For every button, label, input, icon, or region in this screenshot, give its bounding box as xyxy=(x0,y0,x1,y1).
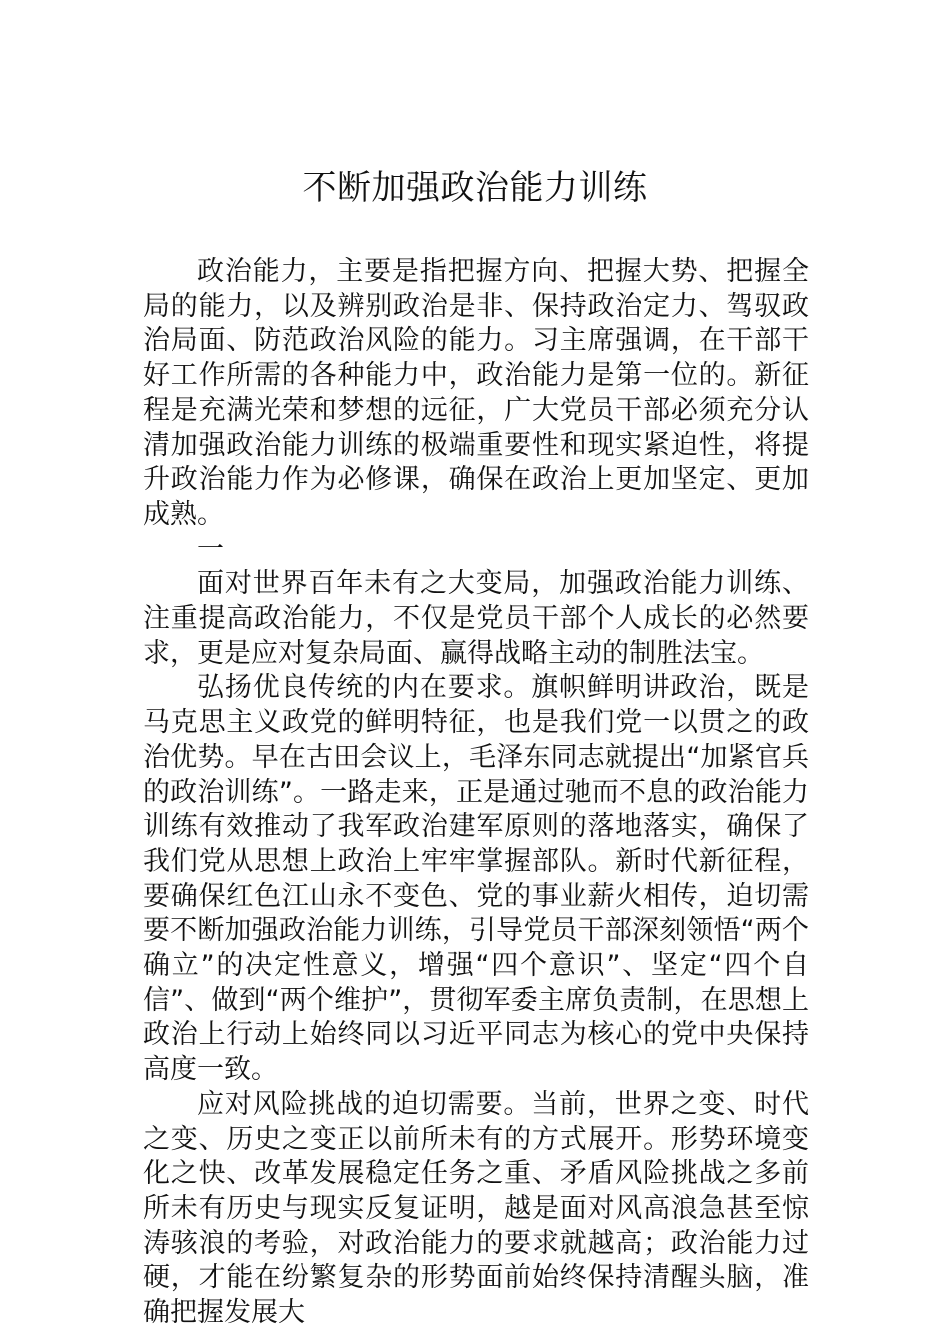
document-body xyxy=(143,255,809,1331)
section-number: 一 xyxy=(197,533,224,565)
document-title: 不断加强政治能力训练 xyxy=(302,168,648,208)
paragraph-tradition: 弘扬优良传统的内在要求。旗帜鲜明讲政治，既是马克思主义政党的鲜明特征，也是我们党一以贯之的政治优势。早在古田会议上，毛泽东同志就提出“加紧官兵的政治训练”。一路走来，正是通过驰而不息的政治能力训练有效推动了我军政治建军原则的落地落实，确保了我们党从思想上政治上牢牢掌握部队。新时代新征程，要确保红色江山永不变色、党的事业薪火相传，迫切需要不断加强政治能力训练，引导党员干部深刻领悟“两个确立”的决定性意义，增强“四个意识”、坚定“四个自信”、做到“两个维护”，贯彻军委主席负责制，在思想上政治上行动上始终同以习近平同志为核心的党中央保持高度一致。 xyxy=(143,672,809,1086)
paragraph-section-intro: 面对世界百年未有之大变局，加强政治能力训练、注重提高政治能力，不仅是党员干部个人成长的必然要求，更是应对复杂局面、赢得战略主动的制胜法宝。 xyxy=(143,568,809,669)
paragraph-intro: 政治能力，主要是指把握方向、把握大势、把握全局的能力，以及辨别政治是非、保持政治定力、驾驭政治局面、防范政治风险的能力。习主席强调，在干部干好工作所需的各种能力中，政治能力是第一位的。新征程是充满光荣和梦想的远征，广大党员干部必须充分认清加强政治能力训练的极端重要性和现实紧迫性，将提升政治能力作为必修课，确保在政治上更加坚定、更加成熟。 xyxy=(143,256,809,530)
paragraph-risk: 应对风险挑战的迫切需要。当前，世界之变、时代之变、历史之变正以前所未有的方式展开。形势环境变化之快、改革发展稳定任务之重、矛盾风险挑战之多前所未有历史与现实反复证明，越是面对风高浪急甚至惊涛骇浪的考验，对政治能力的要求就越高；政治能力过硬，才能在纷繁复杂的形势面前始终保持清醒头脑，准确把握发展大 xyxy=(143,1088,809,1329)
